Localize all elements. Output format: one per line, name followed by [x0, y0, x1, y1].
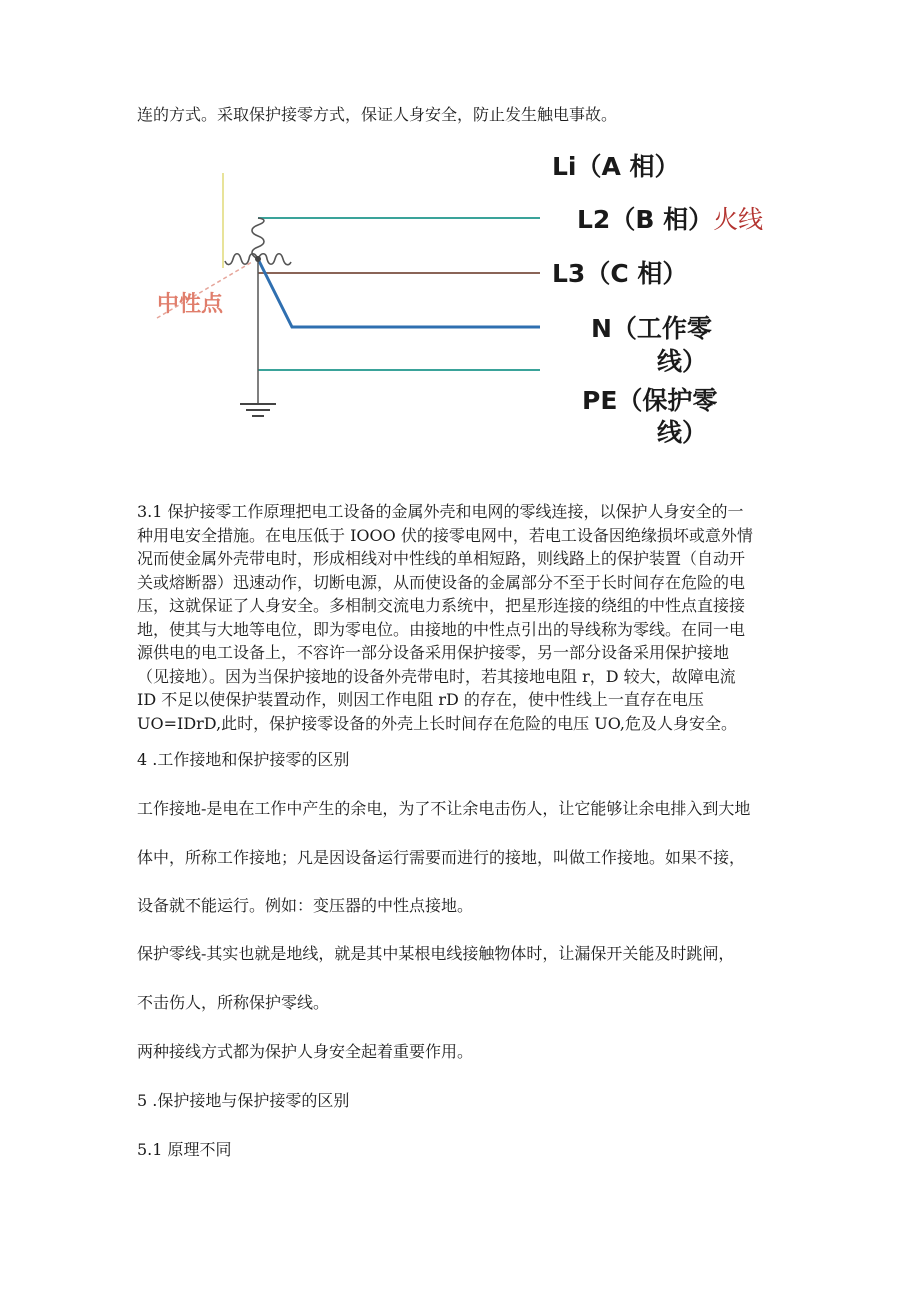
intro-paragraph: 连的方式。采取保护接零方式，保证人身安全，防止发生触电事故。 — [137, 105, 618, 124]
l3-label: L3（C 相） — [552, 259, 688, 288]
section-5-heading: 5 .保护接地与保护接零的区别 — [137, 1091, 350, 1110]
ground-icon — [240, 404, 276, 416]
neutral-point-dot — [255, 256, 261, 262]
n-label-2: 线） — [657, 347, 708, 376]
section-3-1-paragraph: 3.1 保护接零工作原理把电工设备的金属外壳和电网的零线连接，以保护人身安全的一 种用电安全措施。在电压低于 IOOO 伏的接零电网中，若电工设备因绝缘损坏或意外情 况而使金属外壳带电时，形成相线对中性线的单相短路，则线路上的保护装置（自动开 关或熔断器）迅速动作，切断电源，从而使设备的金属部分不至于长时间存在危险的电 压，这就保证了人身安全。多相制交流电力系统中，把星形连接的绕组的中性点直接接 地，使其与大地等电位，即为零电位。由接地的中性点引出的导线称为零线。在同一电 源供电的电工设备上，不容许一部分设备采用保护接零，另一部分设备采用保护接地 （见接地）。因为当保护接地的设备外壳带电时，若其接地电阻 r，D 较大，故障电流 ID 不足以使保护装置动作，则因工作电阻 rD 的存在，使中性线上一直存在电压 UO=IDrD,此时，保护接零设备的外壳上长时间存在危险的电压 UO,危及人身安全。 — [137, 502, 753, 733]
neutral-n-line — [258, 259, 540, 327]
pe-label-1: PE（保护零 — [582, 386, 718, 415]
fire-wire-label: 火线 — [713, 205, 764, 234]
section-5-1-heading: 5.1 原理不同 — [137, 1140, 232, 1159]
pe-line-1-text: 保护零线-其实也就是地线，就是其中某根电线接触物体时，让漏保开关能及时跳闸， — [137, 944, 735, 963]
pe-line-2-text: 不击伤人，所称保护零线。 — [137, 993, 330, 1012]
pe-label-2: 线） — [657, 418, 708, 447]
coil-right-icon — [258, 254, 291, 265]
l2-label: L2（B 相）火线 — [577, 205, 764, 234]
n-label-1: N（工作零 — [591, 314, 712, 343]
l1-label: Li（A 相） — [552, 152, 680, 181]
work-ground-line-3: 设备就不能运行。例如：变压器的中性点接地。 — [137, 896, 474, 915]
both-methods-text: 两种接线方式都为保护人身安全起着重要作用。 — [137, 1042, 474, 1061]
coil-top-icon — [252, 218, 264, 259]
section-4-heading: 4 .工作接地和保护接零的区别 — [137, 750, 350, 769]
work-ground-line-2: 体中，所称工作接地；凡是因设备运行需要而进行的接地，叫做工作接地。如果不接， — [137, 848, 746, 867]
neutral-point-label: 中性点 — [157, 292, 224, 317]
work-ground-line-1: 工作接地-是电在工作中产生的余电，为了不让余电击伤人，让它能够让余电排入到大地 — [137, 799, 751, 818]
